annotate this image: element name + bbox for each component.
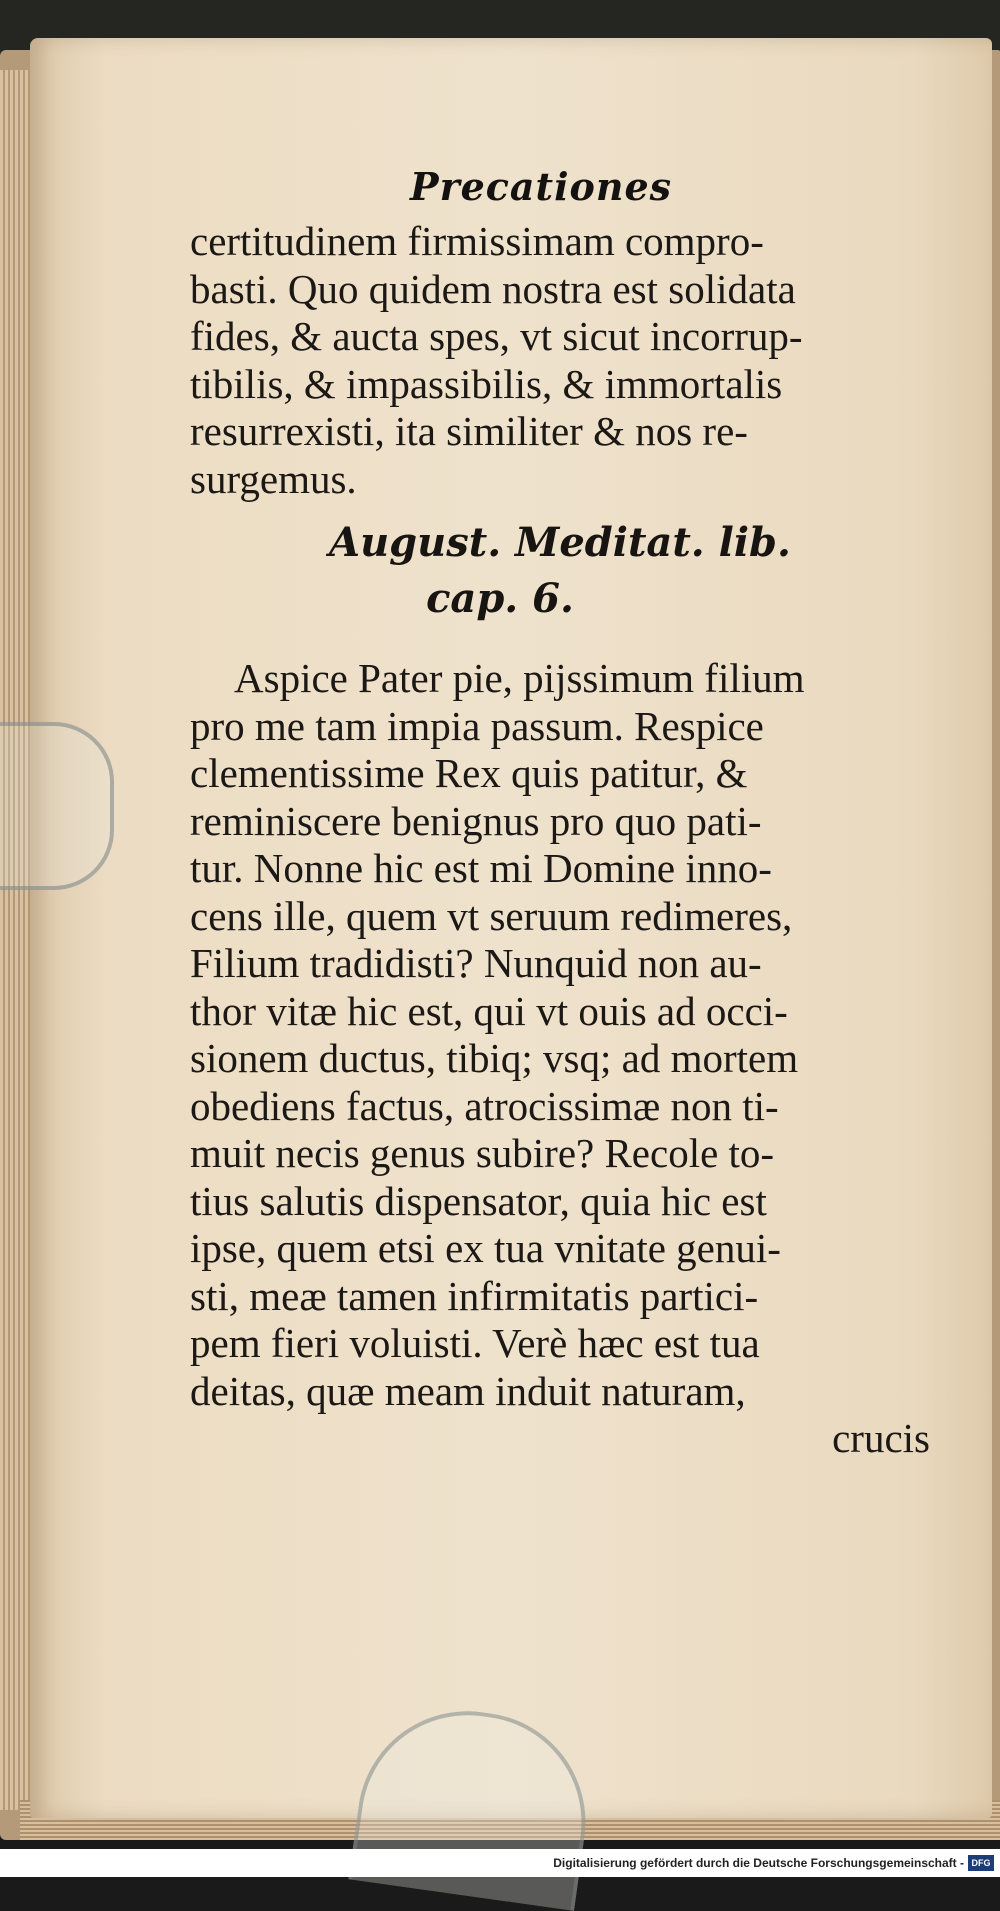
page-clip-left [0, 722, 114, 890]
text-line: obediens factus, atrocissimæ non ti- [190, 1082, 779, 1129]
footer-text: Digitalisierung gefördert durch die Deutsche Forschungsgemeinschaft - [553, 1856, 964, 1870]
text-line: ipse, quem etsi ex tua vnitate genui- [190, 1225, 781, 1271]
catchword: crucis [832, 1415, 930, 1461]
paragraph-1 [190, 218, 930, 503]
digitization-footer [0, 1849, 1000, 1877]
heading-line-1: August. Meditat. lib. [329, 519, 791, 566]
text-line: basti. Quo quidem nostra est solidata [190, 265, 796, 312]
paragraph-2 [190, 655, 930, 1463]
text-line: sionem ductus, tibiq; vsq; ad mortem [190, 1035, 799, 1081]
section-heading [190, 503, 930, 653]
heading-line-2: cap. 6. [426, 575, 574, 622]
text-line: deitas, quæ meam induit naturam, [190, 1367, 746, 1414]
text-line: tibilis, & impassibilis, & immortalis [190, 360, 783, 407]
text-line: fides, & aucta spes, vt sicut incorrup- [190, 313, 803, 359]
text-line: pro me tam impia passum. Respice [190, 702, 764, 749]
dfg-logo-icon: DFG [968, 1855, 994, 1871]
text-line: pem fieri voluisti. Verè hæc est tua [190, 1320, 760, 1366]
text-line: sti, meæ tamen infirmitatis partici- [190, 1272, 759, 1319]
text-line: thor vitæ hic est, qui vt ouis ad occi- [190, 987, 788, 1034]
text-line: tur. Nonne hic est mi Domine inno- [190, 845, 772, 891]
text-line: resurrexisti, ita similiter & nos re- [190, 408, 748, 454]
text-line: clementissime Rex quis patitur, & [190, 750, 748, 796]
text-line: certitudinem firmissimam compro- [190, 218, 764, 264]
text-line: Aspice Pater pie, pijssimum filium [234, 655, 805, 701]
text-line: Filium tradidisti? Nunquid non au- [190, 940, 762, 986]
page-text [190, 218, 930, 1463]
text-line: cens ille, quem vt seruum redimeres, [190, 892, 793, 939]
text-line: muit necis genus subire? Recole to- [190, 1130, 775, 1176]
text-line: surgemus. [190, 455, 357, 502]
book-page [30, 38, 992, 1818]
running-head: Precationes [410, 164, 673, 209]
text-line: reminiscere benignus pro quo pati- [190, 797, 762, 844]
text-line: tius salutis dispensator, quia hic est [190, 1177, 767, 1224]
